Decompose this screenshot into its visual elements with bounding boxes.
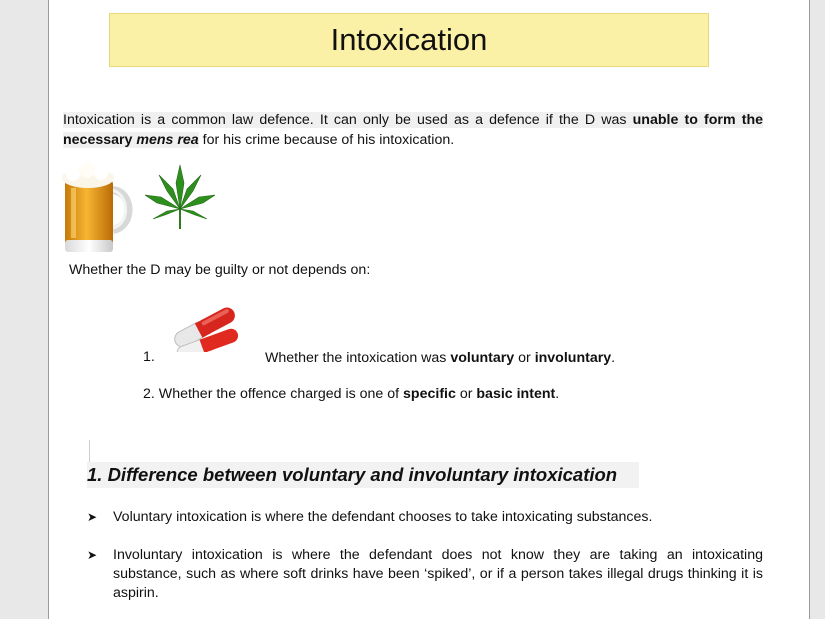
item2-end: . <box>555 386 560 402</box>
list-item-1 <box>265 350 615 366</box>
document-page <box>48 0 810 619</box>
section-heading: 1. Difference between voluntary and involuntary intoxication <box>87 462 639 488</box>
arrow-bullet-icon: ➤ <box>87 510 98 524</box>
item1-bold-involuntary: involuntary <box>534 350 612 366</box>
beer-mug-icon <box>61 160 135 256</box>
bullet-text-1: Voluntary intoxication is where the defendant chooses to take intoxicating substances. <box>113 509 653 525</box>
intro-paragraph <box>63 110 763 150</box>
bullet-text-2: Involuntary intoxication is where the defendant does not know they are taking an intoxicating substance, such as where soft drinks have been ‘spiked’, or if a person takes illegal drugs thinking it is aspirin. <box>113 547 763 601</box>
item1-or: or <box>514 350 535 366</box>
arrow-bullet-icon: ➤ <box>87 548 98 562</box>
intro-text-2: for his crime because of his intoxication. <box>198 132 455 148</box>
item2-bold-specific: specific <box>403 386 456 402</box>
item1-text: Whether the intoxication was <box>265 350 451 366</box>
list-item-number-2: 2. <box>143 386 155 402</box>
item2-bold-basic-intent: basic intent <box>476 386 556 402</box>
document-title <box>109 13 709 67</box>
intro-text-1: Intoxication is a common law defence. It can only be used as a defence if the D was <box>63 112 633 128</box>
cannabis-leaf-icon <box>143 163 217 231</box>
capsule-pill-icon <box>167 298 247 352</box>
intro-bold-italic-text: mens rea <box>136 132 199 148</box>
list-item-number-1: 1. <box>143 349 155 365</box>
bullet-item-2 <box>87 546 763 603</box>
bullet-item-1 <box>87 508 763 527</box>
title-text: Intoxication <box>330 22 488 57</box>
intro-bold-text: unable to form the necessary <box>63 112 763 148</box>
item1-bold-voluntary: voluntary <box>450 350 515 366</box>
item2-text: Whether the offence charged is one of <box>158 386 404 402</box>
depends-label: Whether the D may be guilty or not depends on: <box>69 262 371 278</box>
list-item-2 <box>143 386 559 402</box>
item1-end: . <box>611 350 616 366</box>
item2-or: or <box>455 386 477 402</box>
text-cursor <box>89 440 90 462</box>
